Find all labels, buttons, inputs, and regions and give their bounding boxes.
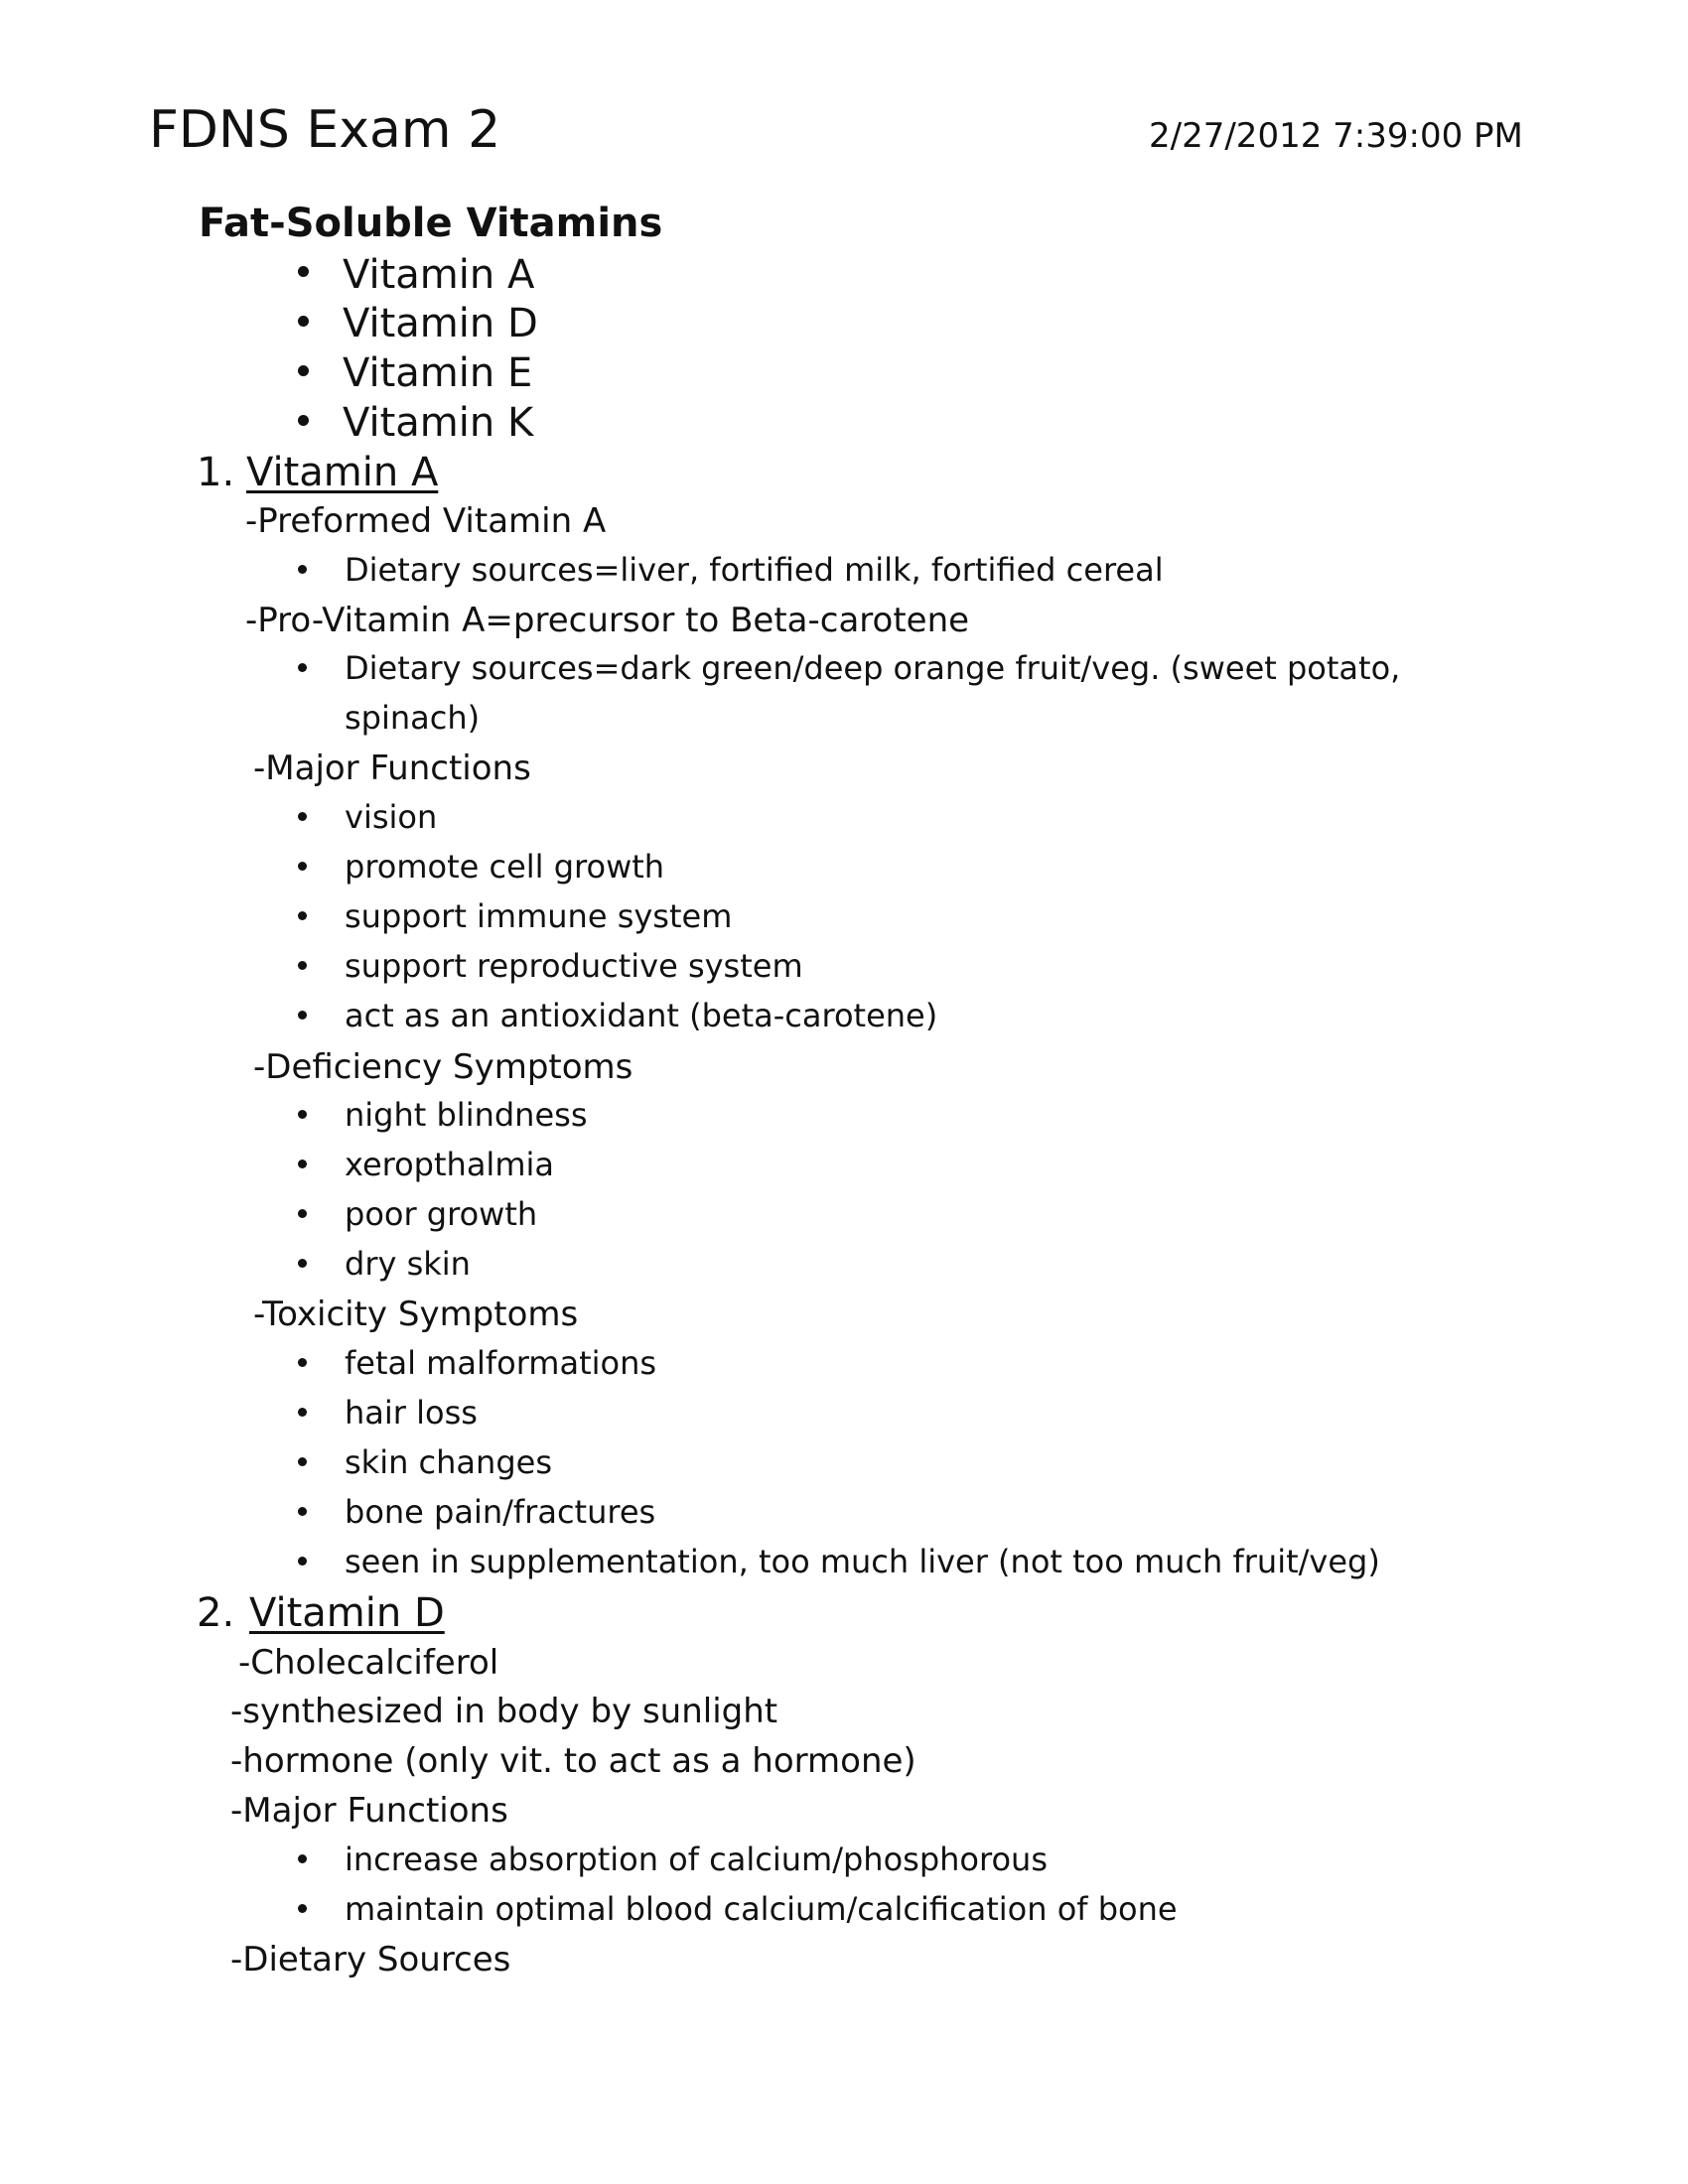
section-title-vitamin-d: Vitamin D xyxy=(249,1590,445,1636)
bullet-icon xyxy=(298,1110,307,1119)
subheading: -Deficiency Symptoms xyxy=(253,1047,633,1087)
bullet-icon xyxy=(298,365,309,376)
list-item: Dietary sources=liver, fortified milk, fortified cereal xyxy=(345,551,1164,589)
bullet-icon xyxy=(298,961,307,970)
subheading: -Dietary Sources xyxy=(230,1940,511,1979)
list-item: skin changes xyxy=(345,1443,552,1481)
section-heading: Fat-Soluble Vitamins xyxy=(199,201,663,246)
bullet-icon xyxy=(298,1904,307,1913)
list-item-continuation: spinach) xyxy=(345,699,481,737)
bullet-icon xyxy=(298,565,307,574)
bullet-icon xyxy=(298,1259,307,1268)
subheading: -synthesized in body by sunlight xyxy=(230,1692,778,1731)
list-item: hair loss xyxy=(345,1394,478,1432)
timestamp: 2/27/2012 7:39:00 PM xyxy=(1149,116,1523,156)
subheading: -Cholecalciferol xyxy=(238,1643,499,1683)
list-item: Vitamin E xyxy=(343,350,533,396)
list-item: seen in supplementation, too much liver (not too much fruit/veg) xyxy=(345,1543,1380,1580)
list-item: night blindness xyxy=(345,1096,588,1134)
list-item: support immune system xyxy=(345,897,733,935)
bullet-icon xyxy=(298,1209,307,1218)
bullet-icon xyxy=(298,1854,307,1863)
bullet-icon xyxy=(298,1408,307,1417)
list-item: xeropthalmia xyxy=(345,1146,554,1183)
page-title: FDNS Exam 2 xyxy=(149,100,501,160)
bullet-icon xyxy=(298,862,307,871)
subheading: -Pro-Vitamin A=precursor to Beta-carotene xyxy=(245,601,970,640)
bullet-icon xyxy=(298,911,307,920)
list-item: act as an antioxidant (beta-carotene) xyxy=(345,997,938,1034)
bullet-icon xyxy=(298,663,307,672)
subheading: -Major Functions xyxy=(230,1791,508,1831)
list-item: increase absorption of calcium/phosphorous xyxy=(345,1841,1048,1878)
list-item: Vitamin A xyxy=(343,252,535,298)
bullet-icon xyxy=(298,1160,307,1168)
bullet-icon xyxy=(298,812,307,821)
list-item: poor growth xyxy=(345,1195,538,1233)
section-number: 1. xyxy=(197,450,235,495)
list-item: support reproductive system xyxy=(345,947,803,985)
list-item: Vitamin D xyxy=(343,301,538,346)
bullet-icon xyxy=(298,1507,307,1516)
list-item: maintain optimal blood calcium/calcification of bone xyxy=(345,1890,1178,1928)
bullet-icon xyxy=(298,1358,307,1367)
bullet-icon xyxy=(298,1011,307,1020)
subheading: -hormone (only vit. to act as a hormone) xyxy=(230,1741,916,1781)
list-item: dry skin xyxy=(345,1245,471,1283)
bullet-icon xyxy=(298,415,309,426)
bullet-icon xyxy=(298,1557,307,1566)
subheading: -Toxicity Symptoms xyxy=(253,1295,579,1334)
section-title-vitamin-a: Vitamin A xyxy=(246,450,439,495)
list-item: promote cell growth xyxy=(345,848,665,886)
bullet-icon xyxy=(298,1457,307,1466)
list-item: bone pain/fractures xyxy=(345,1493,656,1531)
subheading: -Preformed Vitamin A xyxy=(245,501,607,541)
list-item: vision xyxy=(345,798,438,836)
section-number: 2. xyxy=(197,1590,235,1636)
bullet-icon xyxy=(298,266,309,277)
subheading: -Major Functions xyxy=(253,749,531,788)
list-item: Vitamin K xyxy=(343,400,534,446)
list-item: Dietary sources=dark green/deep orange fruit/veg. (sweet potato, xyxy=(345,649,1401,687)
list-item: fetal malformations xyxy=(345,1344,657,1382)
bullet-icon xyxy=(298,316,309,327)
